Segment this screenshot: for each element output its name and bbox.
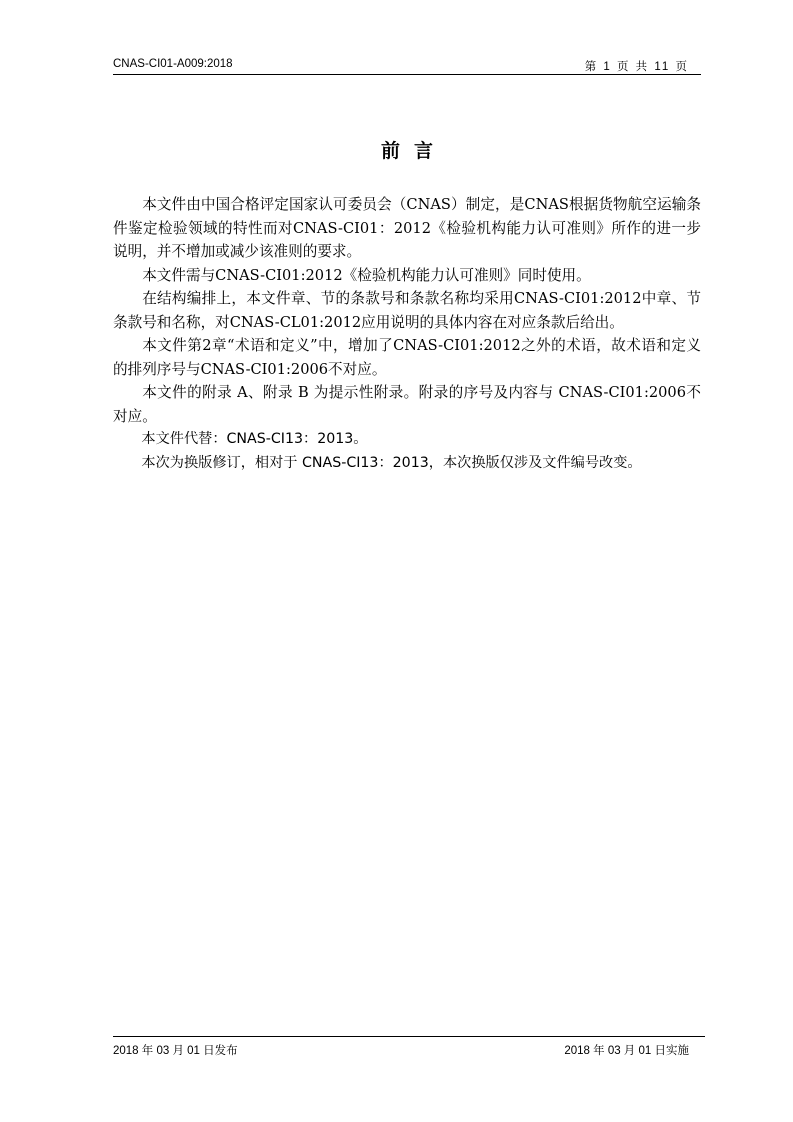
paragraph-7: 本次为换版修订，相对于 CNAS-CI13：2013，本次换版仅涉及文件编号改变。 bbox=[141, 454, 642, 471]
paragraph-1: 本文件由中国合格评定国家认可委员会（CNAS）制定，是CNAS根据货物航空运输条件鉴定检验领域的特性而对CNAS-CI01：2012《检验机构能力认可准则》所作的进一步说明，并不增加或减少该准则的要求。 bbox=[113, 196, 701, 260]
page-footer bbox=[113, 1036, 705, 1057]
page-header bbox=[113, 56, 701, 75]
issue-date: 2018 年 03 月 01 日发布 bbox=[113, 1045, 238, 1057]
paragraph-3: 在结构编排上，本文件章、节的条款号和条款名称均采用CNAS-CI01:2012中章、节条款号和名称，对CNAS-CL01:2012应用说明的具体内容在对应条款后给出。 bbox=[113, 290, 701, 331]
paragraph-6: 本文件代替：CNAS-CI13：2013。 bbox=[141, 431, 368, 447]
implementation-date: 2018 年 03 月 01 日实施 bbox=[564, 1045, 689, 1057]
paragraph-5: 本文件的附录 A、附录 B 为提示性附录。附录的序号及内容与 CNAS-CI01:2006不对应。 bbox=[113, 384, 701, 425]
document-code: CNAS-CI01-A009:2018 bbox=[113, 58, 233, 70]
page-number: 第 1 页 共 11 页 bbox=[584, 61, 689, 73]
foreword-body bbox=[113, 193, 701, 475]
paragraph-2: 本文件需与CNAS-CI01:2012《检验机构能力认可准则》同时使用。 bbox=[142, 266, 591, 284]
paragraph-4: 本文件第2章“术语和定义”中，增加了CNAS-CI01:2012之外的术语，故术语和定义的排列序号与CNAS-CI01:2006不对应。 bbox=[113, 337, 701, 378]
section-title: 前言 bbox=[380, 140, 447, 162]
